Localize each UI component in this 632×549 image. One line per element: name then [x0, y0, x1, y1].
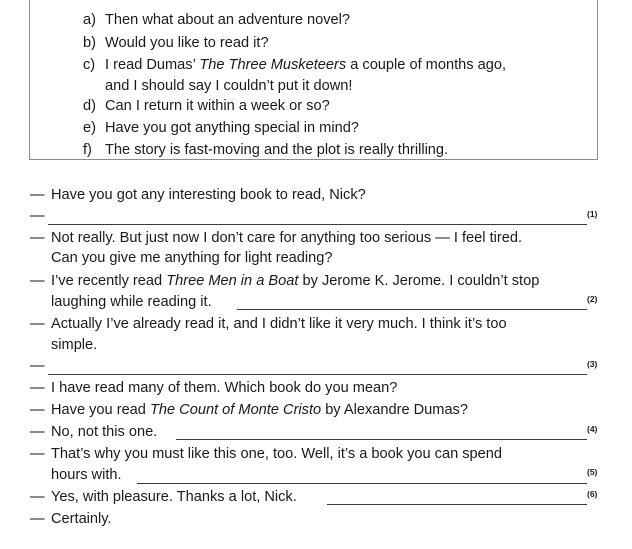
dialogue-line-10: — That’s why you must like this one, too. Well, it’s a book you can spend: [30, 446, 503, 462]
dialogue-line-10-cont: hours with.: [51, 467, 122, 483]
option-d: d) Can I return it within a week or so?: [83, 98, 330, 114]
dialogue-line-8: — Have you read The Count of Monte Cristo by Alexandre Dumas?: [30, 402, 468, 418]
dialogue-line-3: — Not really. But just now I don’t care for anything too serious — I feel tired.: [30, 230, 523, 246]
dialogue-line-1: — Have you got any interesting book to read, Nick?: [30, 187, 366, 203]
option-c: c) I read Dumas’ The Three Musketeers a couple of months ago,: [83, 57, 506, 73]
answer-blank-4[interactable]: [176, 439, 587, 440]
blank-number-6: (6): [587, 489, 598, 499]
dialogue-line-4: — I’ve recently read Three Men in a Boat by Jerome K. Jerome. I couldn’t stop: [30, 273, 540, 289]
blank-number-1: (1): [587, 209, 598, 219]
answer-blank-6[interactable]: [327, 504, 587, 505]
dialogue-line-3-cont: Can you give me anything for light reading?: [51, 250, 333, 266]
option-c-continuation: and I should say I couldn’t put it down!: [105, 78, 353, 94]
dialogue-line-4-cont: laughing while reading it.: [51, 294, 212, 310]
blank-number-4: (4): [587, 424, 598, 434]
dialogue-line-2: —: [30, 208, 45, 224]
option-f: f) The story is fast-moving and the plot is really thrilling.: [83, 142, 449, 158]
dialogue-line-12: — Certainly.: [30, 511, 112, 527]
blank-number-5: (5): [587, 467, 598, 477]
answer-blank-1[interactable]: [48, 224, 587, 225]
dialogue-line-11: — Yes, with pleasure. Thanks a lot, Nick.: [30, 489, 297, 505]
answer-blank-5[interactable]: [137, 483, 587, 484]
option-e: e) Have you got anything special in mind?: [83, 120, 359, 136]
answer-blank-3[interactable]: [48, 374, 587, 375]
blank-number-2: (2): [587, 294, 598, 304]
option-b: b) Would you like to read it?: [83, 35, 269, 51]
dialogue-line-9: — No, not this one.: [30, 424, 158, 440]
dialogue-line-7: — I have read many of them. Which book do you mean?: [30, 380, 398, 396]
dialogue-line-5-cont: simple.: [51, 337, 98, 353]
dialogue-line-6: —: [30, 358, 45, 374]
answer-blank-2[interactable]: [237, 309, 587, 310]
blank-number-3: (3): [587, 359, 598, 369]
dialogue-line-5: — Actually I’ve already read it, and I didn’t like it very much. I think it’s too: [30, 316, 507, 332]
option-a: a) Then what about an adventure novel?: [83, 12, 351, 28]
